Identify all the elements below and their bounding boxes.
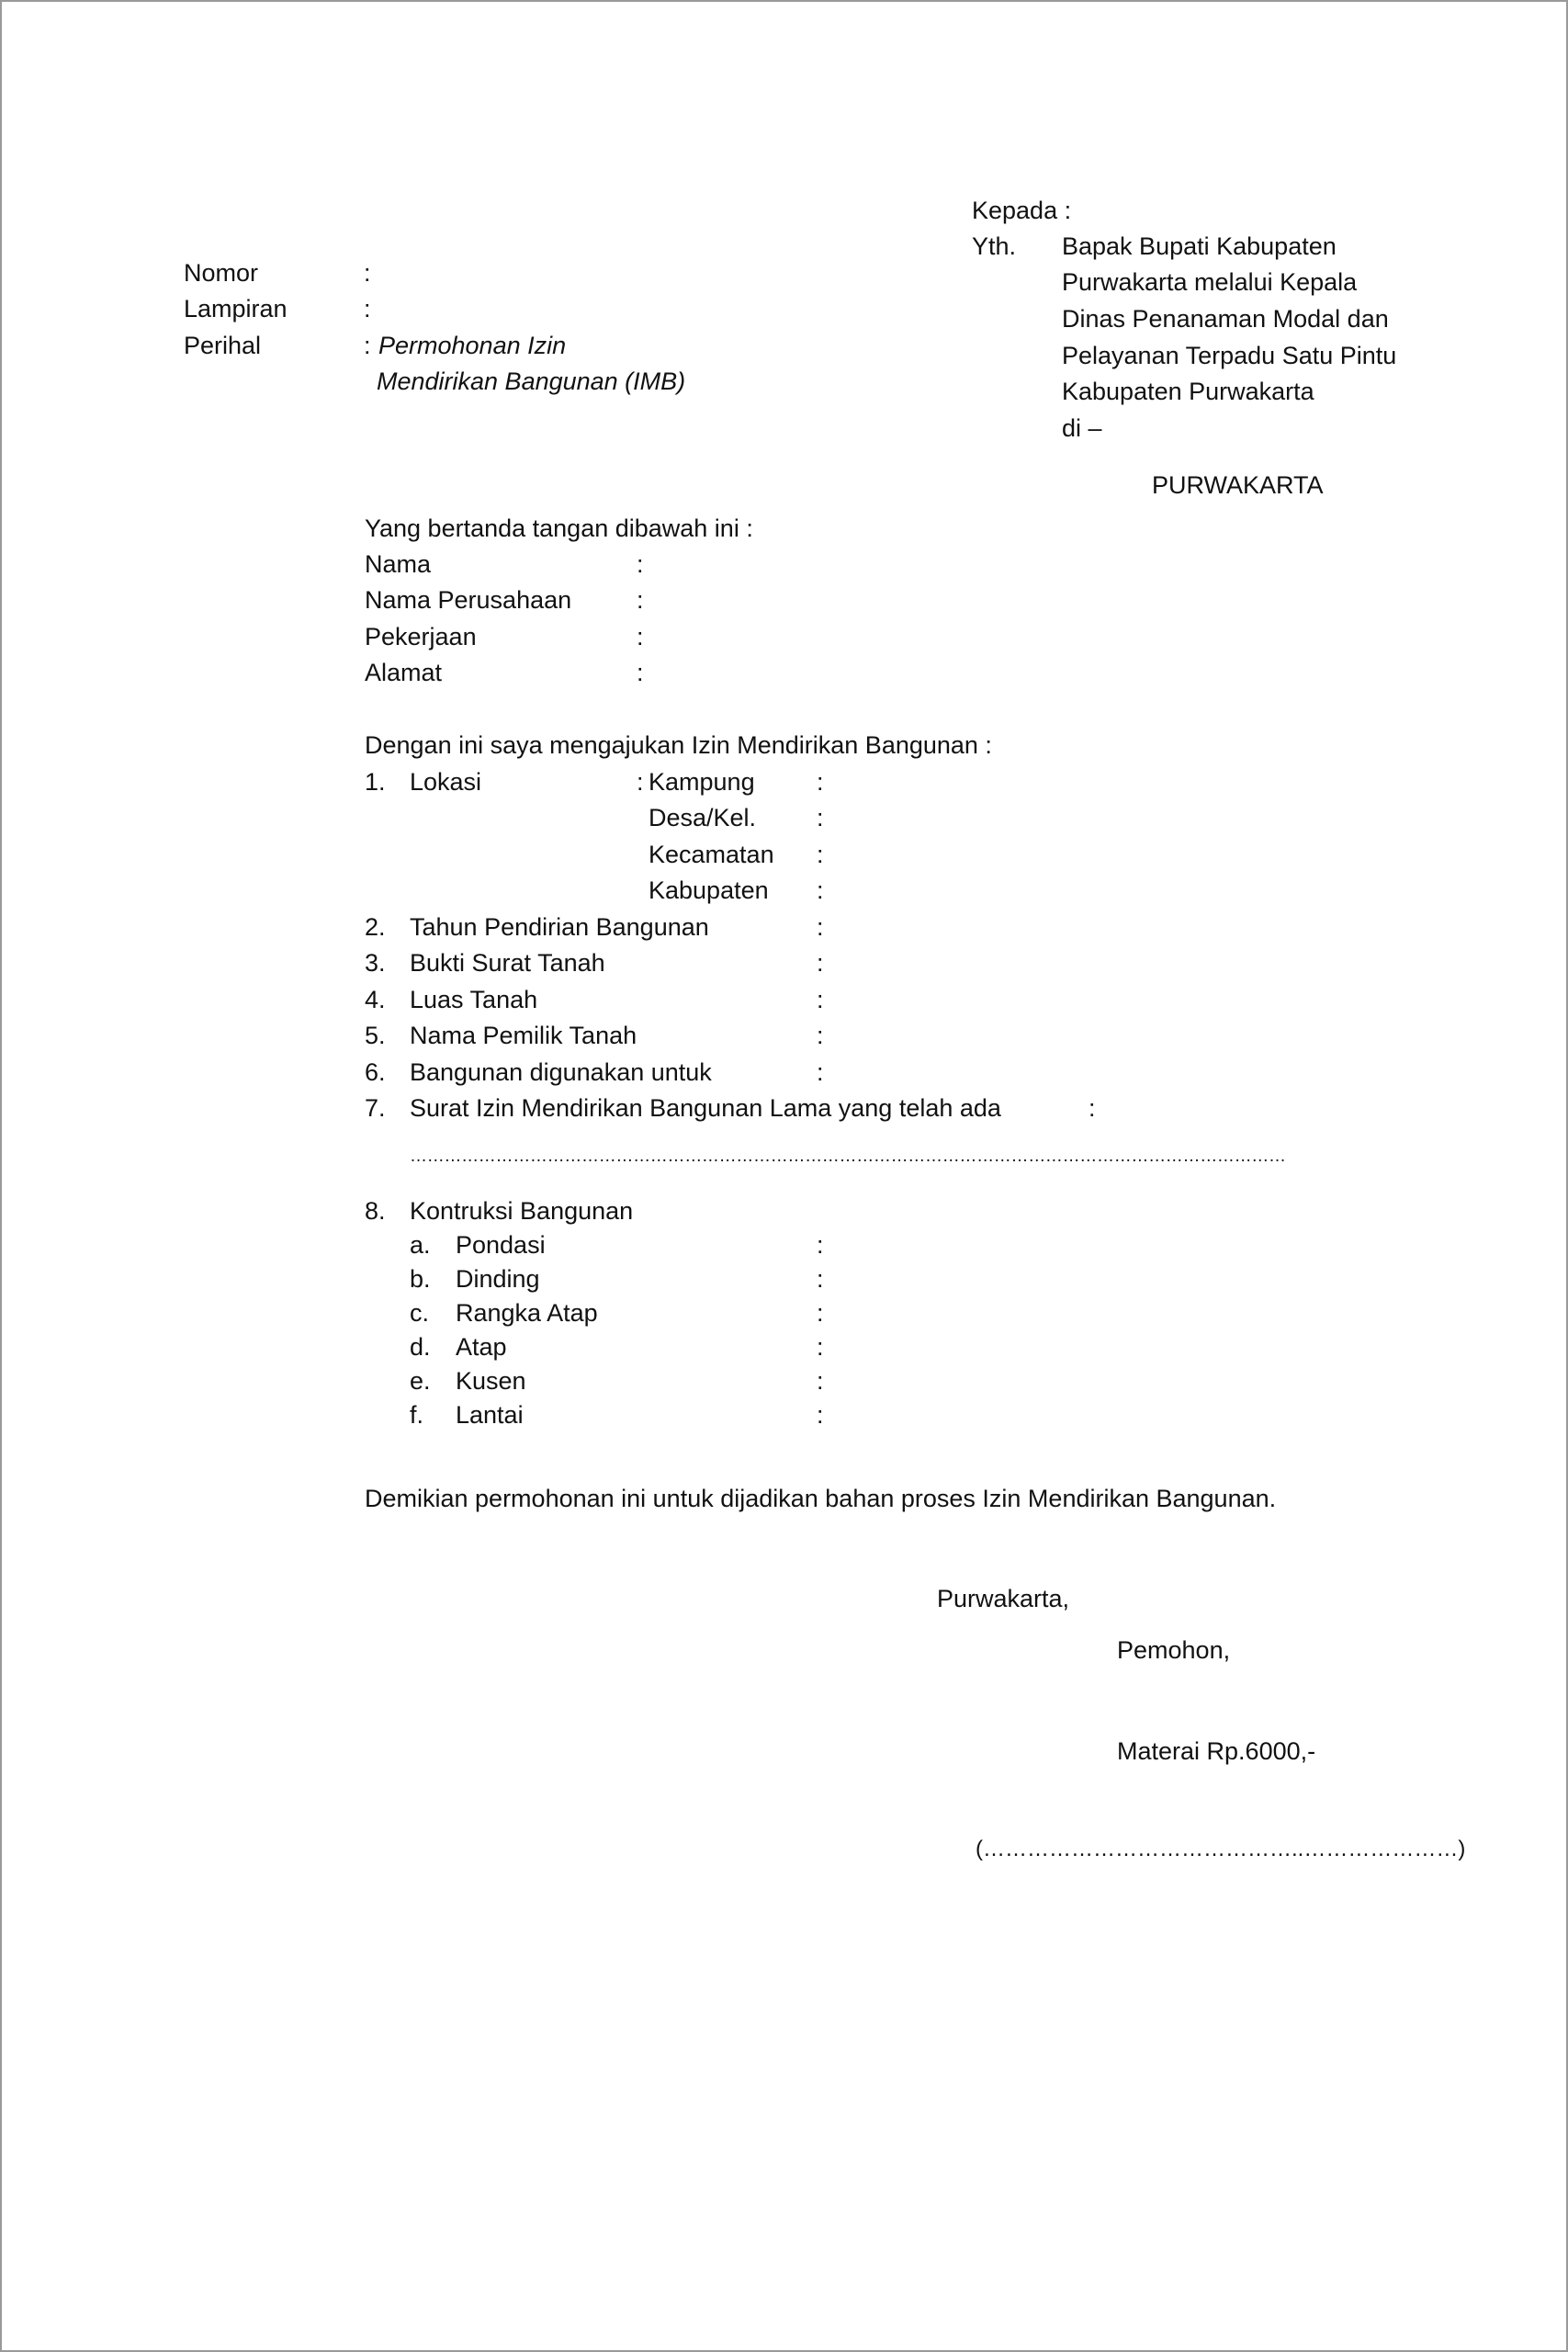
item-number: 6. bbox=[365, 1058, 386, 1086]
perihal-value: Mendirikan Bangunan (IMB) bbox=[377, 368, 686, 395]
item-colon: : bbox=[817, 1058, 824, 1086]
item-label: Bukti Surat Tanah bbox=[410, 949, 605, 977]
item-label: Surat Izin Mendirikan Bangunan Lama yang telah ada bbox=[410, 1094, 1001, 1122]
lampiran-colon: : bbox=[364, 295, 371, 322]
item-label: Lokasi bbox=[410, 768, 482, 796]
recipient-line: Kabupaten Purwakarta bbox=[1062, 378, 1314, 405]
location-sub-label: Desa/Kel. bbox=[649, 804, 757, 831]
perihal-label: Perihal bbox=[184, 332, 262, 359]
applicant-field-label: Alamat bbox=[365, 659, 443, 686]
applicant-field-colon: : bbox=[637, 550, 644, 578]
recipient-line: Pelayanan Terpadu Satu Pintu bbox=[1062, 342, 1397, 369]
sub-item-letter: d. bbox=[410, 1333, 431, 1361]
sub-item-colon: : bbox=[817, 1401, 824, 1429]
location-sub-label: Kecamatan bbox=[649, 841, 774, 868]
item-label: Nama Pemilik Tanah bbox=[410, 1022, 637, 1049]
sub-item-label: Atap bbox=[456, 1333, 507, 1361]
recipient-line: Bapak Bupati Kabupaten bbox=[1062, 232, 1337, 260]
item-colon: : bbox=[817, 1022, 824, 1049]
recipient-line: Dinas Penanaman Modal dan bbox=[1062, 305, 1389, 333]
applicant-intro: Yang bertanda tangan dibawah ini : bbox=[365, 514, 753, 542]
applicant-role: Pemohon, bbox=[1117, 1636, 1231, 1664]
item-label: Tahun Pendirian Bangunan bbox=[410, 913, 709, 941]
sub-item-colon: : bbox=[817, 1333, 824, 1361]
applicant-field-colon: : bbox=[637, 586, 644, 614]
nomor-colon: : bbox=[364, 259, 371, 287]
sub-item-letter: b. bbox=[410, 1265, 431, 1293]
stamp-duty-note: Materai Rp.6000,- bbox=[1117, 1737, 1316, 1765]
item-colon: : bbox=[817, 949, 824, 977]
item-number: 5. bbox=[365, 1022, 386, 1049]
closing-text: Demikian permohonan ini untuk dijadikan bahan proses Izin Mendirikan Bangunan. bbox=[365, 1485, 1277, 1512]
dotted-fill-line: ……………………………………………………………………………………………………………………………………… bbox=[410, 1147, 1286, 1166]
item-colon: : bbox=[1089, 1094, 1096, 1122]
item-label: Kontruksi Bangunan bbox=[410, 1197, 634, 1225]
nomor-label: Nomor bbox=[184, 259, 259, 287]
location-sub-colon: : bbox=[817, 876, 824, 904]
applicant-field-colon: : bbox=[637, 623, 644, 650]
item-number: 8. bbox=[365, 1197, 386, 1225]
sub-item-label: Kusen bbox=[456, 1367, 526, 1395]
location-sub-label: Kabupaten bbox=[649, 876, 769, 904]
sub-item-letter: c. bbox=[410, 1299, 430, 1327]
applicant-field-label: Pekerjaan bbox=[365, 623, 477, 650]
request-intro: Dengan ini saya mengajukan Izin Mendirikan Bangunan : bbox=[365, 731, 992, 759]
recipient-line: di – bbox=[1062, 414, 1102, 442]
location-sub-colon: : bbox=[817, 768, 824, 796]
place-date: Purwakarta, bbox=[937, 1585, 1070, 1612]
perihal-value: Permohonan Izin bbox=[378, 332, 567, 359]
item-number: 7. bbox=[365, 1094, 386, 1122]
kepada-label: Kepada : bbox=[972, 197, 1072, 224]
sub-item-letter: f. bbox=[410, 1401, 424, 1429]
lampiran-label: Lampiran bbox=[184, 295, 288, 322]
sub-item-colon: : bbox=[817, 1265, 824, 1293]
item-label: Bangunan digunakan untuk bbox=[410, 1058, 712, 1086]
perihal-colon: : bbox=[364, 332, 371, 359]
sub-item-colon: : bbox=[817, 1367, 824, 1395]
signature-line: (……………………………………..…………………) bbox=[976, 1837, 1466, 1861]
applicant-field-label: Nama bbox=[365, 550, 432, 578]
sub-item-label: Rangka Atap bbox=[456, 1299, 598, 1327]
item-colon: : bbox=[817, 913, 824, 941]
location-sub-label: Kampung bbox=[649, 768, 755, 796]
recipient-line: Purwakarta melalui Kepala bbox=[1062, 268, 1358, 296]
sub-item-letter: a. bbox=[410, 1231, 431, 1259]
sub-item-label: Pondasi bbox=[456, 1231, 546, 1259]
sub-item-label: Dinding bbox=[456, 1265, 540, 1293]
sub-item-label: Lantai bbox=[456, 1401, 524, 1429]
applicant-field-colon: : bbox=[637, 659, 644, 686]
item-number: 2. bbox=[365, 913, 386, 941]
location-sub-colon: : bbox=[817, 841, 824, 868]
sub-item-letter: e. bbox=[410, 1367, 431, 1395]
sub-item-colon: : bbox=[817, 1299, 824, 1327]
applicant-field-label: Nama Perusahaan bbox=[365, 586, 572, 614]
sub-item-colon: : bbox=[817, 1231, 824, 1259]
item-number: 3. bbox=[365, 949, 386, 977]
item-number: 4. bbox=[365, 986, 386, 1013]
location-sub-colon: : bbox=[817, 804, 824, 831]
recipient-city: PURWAKARTA bbox=[1152, 471, 1324, 499]
item-number: 1. bbox=[365, 768, 386, 796]
item-colon: : bbox=[637, 768, 644, 796]
item-colon: : bbox=[817, 986, 824, 1013]
yth-label: Yth. bbox=[972, 232, 1017, 260]
item-label: Luas Tanah bbox=[410, 986, 538, 1013]
